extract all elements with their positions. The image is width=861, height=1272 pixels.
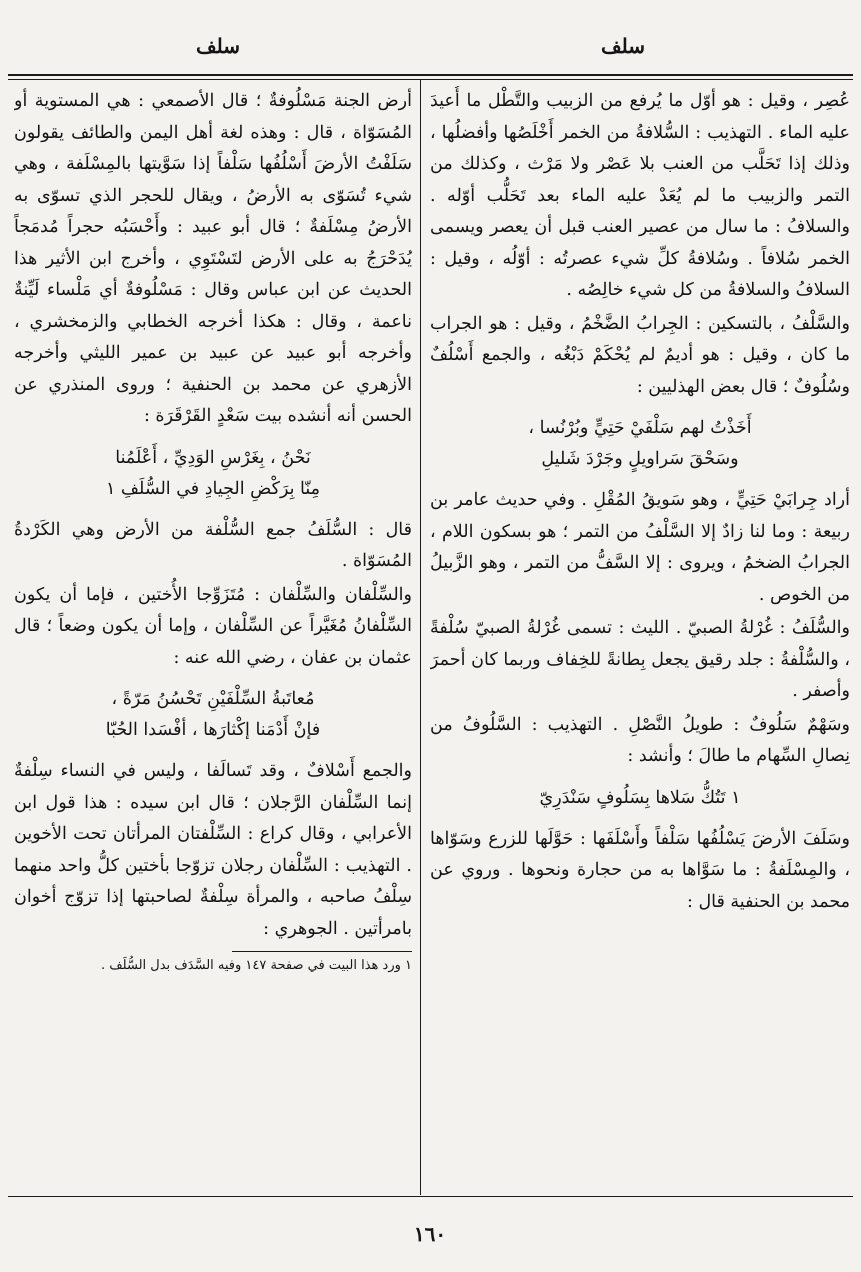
verse-line: وسَحْقَ سَراويلٍ وجَرْدَ شَليلِ [541,449,739,469]
right-column [430,86,850,1191]
entry-paragraph: والجمع أَسْلافٌ ، وقد تَسالَفا ، وليس في النساء سِلْفةٌ إنما السِّلْفان الرَّجلان ؛ قال ابن سيده : هذا قول ابن الأعرابي ، وقال كراع : السِّلْفتان المرأتان تحت الأخوين . التهذيب : السِّلْفان رجلان تزوّجا بأختين كلُّ واحد منهما سِلْفُ صاحبه ، والمرأة سِلْفةٌ لصاحبتها إذا تزوّج أخوان بامرأتين . الجوهري : [14,761,412,939]
entry-paragraph: والسَّلْفُ ، بالتسكين : الجِرابُ الضَّخْمُ ، وقيل : هو الجراب ما كان ، وقيل : هو أديمٌ لم يُحْكَمْ دَبْغُه ، والجمع أَسْلُفٌ وسُلُوفٌ ؛ قال بعض الهذليين : [430,313,850,397]
verse-line: نَحْنُ ، بِغَرْسِ الوَدِيِّ ، أَعْلَمُنا [115,447,311,468]
header-rule-thin [8,79,853,80]
entry-paragraph: عُصِر ، وقيل : هو أوّل ما يُرفع من الزبيب والتَّطْل ما أُعيدَ عليه الماء . التهذيب : السُّلافةُ من الخمر أَخْلَصُها وأفضلُها ، وذلك إذا تَحَلَّب من العنب بلا عَصْر ولا مَرْث ، وكذلك من التمر والزبيب ما لم يُعَدْ عليه الماء بعد تَحَلُّب أوّله . والسلافُ : ما سال من عصير العنب قبل أن يعصر ويسمى الخمر سُلافاً . وسُلافةُ كلِّ شيء عصرتُه : أوّلُه ، وقيل : السلافُ والسلافةُ من كل شيء خالِصُه . [430,91,850,300]
entry-paragraph: قال : السُّلَفُ جمع السُّلْفة من الأرض وهي الكَرْدةُ المُسَوّاة . [14,519,412,571]
column-divider [420,80,421,1195]
verse-line: فإنْ أَدْمَنا إكْثارَها ، أفْسَدا الحُبّا [105,720,321,740]
footnote-rule [232,951,412,952]
page-header-left: سلف [195,34,241,58]
verse-block [14,443,412,505]
entry-paragraph: أرض الجنة مَسْلُوفةٌ ؛ قال الأصمعي : هي المستوية أو المُسَوّاة ، قال : وهذه لغة أهل اليمن والطائف يقولون سَلَفْتُ الأرضَ أَسْلُفُها سَلْفاً إذا سَوَّيتها بالمِسْلَفة ، وهي شيء تُسَوّى به الأرضُ ، ويقال للحجر الذي تسوّى به الأرضُ مِسْلَفةٌ ؛ قال أبو عبيد : وأَحْسَبُه حجراً مُدمَجاً يُدَحْرَجُ به على الأرض لتَسْتَوِي ، وأخرج ابن الأثير هذا الحديث عن ابن عباس وقال : مَسْلُوفةٌ أي مَلْساء لَيِّنةٌ ناعمة ، وقال : هكذا أخرجه الخطابي والزمخشري ، وأخرجه أبو عبيد عن عبيد بن عمير الليثي وأخرجه الأزهري عن محمد بن الحنفية ؛ وروى المنذري عن الحسن أنه أنشده بيت سَعْدٍ القَرْقَرَة : [14,91,412,426]
verse-block [430,783,850,814]
left-column [14,86,412,1191]
entry-paragraph: والسِّلْفان والسِّلْفان : مُتَزَوِّجا الأُختين ، فإما أن يكون السِّلْفانُ مُغَيَّراً عن السِّلْفان ، وإما أن يكون وضعاً ؛ قال عثمان بن عفان ، رضي الله عنه : [14,584,412,668]
header-rule [8,74,853,76]
entry-paragraph: وسَلَفَ الأرضَ يَسْلُفُها سَلْفاً وأَسْلَفَها : حَوَّلَها للزرع وسَوّاها ، والمِسْلَفةُ : ما سَوَّاها به من حجارة ونحوها . وروي عن محمد بن الحنفية قال : [430,828,850,912]
entry-paragraph: وسَهْمٌ سَلُوفٌ : طويلُ النَّصْلِ . التهذيب : السَّلُوفُ من نِصالِ السِّهام ما طالَ ؛ وأنشد : [430,714,850,766]
verse-line: ١ تَتُكُّ سَلاها بِسَلُوفٍ سَنْدَرِيّ [539,787,741,808]
entry-paragraph: والسُّلَفُ : غُرْلةُ الصبيّ . الليث : تسمى غُرْلةُ الصبيّ سُلْفةً ، والسُّلْفةُ : جلد رقيق يجعل بِطانةً للخِفاف وربما كان أحمرَ وأصفر . [430,618,850,701]
footer-rule [8,1196,853,1197]
footnote: ١ ورد هذا البيت في صفحة ١٤٧ وفيه السَّدَف بدل السُّلَف . [100,958,412,973]
verse-line: أَخَذْتُ لهم سَلْفَيْ حَتِيٍّ وبُرْنُسا ، [528,418,752,438]
verse-block [14,684,412,746]
verse-block [430,413,850,475]
entry-paragraph: أراد جِرابَيْ حَتِيٍّ ، وهو سَويقُ المُقْلِ . وفي حديث عامر بن ربيعة : وما لنا زادٌ إلا السَّلْفُ من التمر ؛ هو بسكون اللام ، الجرابُ الضخمُ ، ويروى : إلا السَّفُّ من التمر ، وهو الزَّبيلُ من الخوص . [430,490,850,605]
page-header-right: سلف [600,34,646,58]
page-number: ١٦٠ [413,1222,447,1246]
verse-line: مُعاتَبةُ السِّلْفَيْنِ تَحْسُنُ مَرّةً ، [111,689,315,709]
verse-line: مِنّا بِرَكْضِ الجِيادِ في السُّلَفِ ١ [105,478,321,499]
